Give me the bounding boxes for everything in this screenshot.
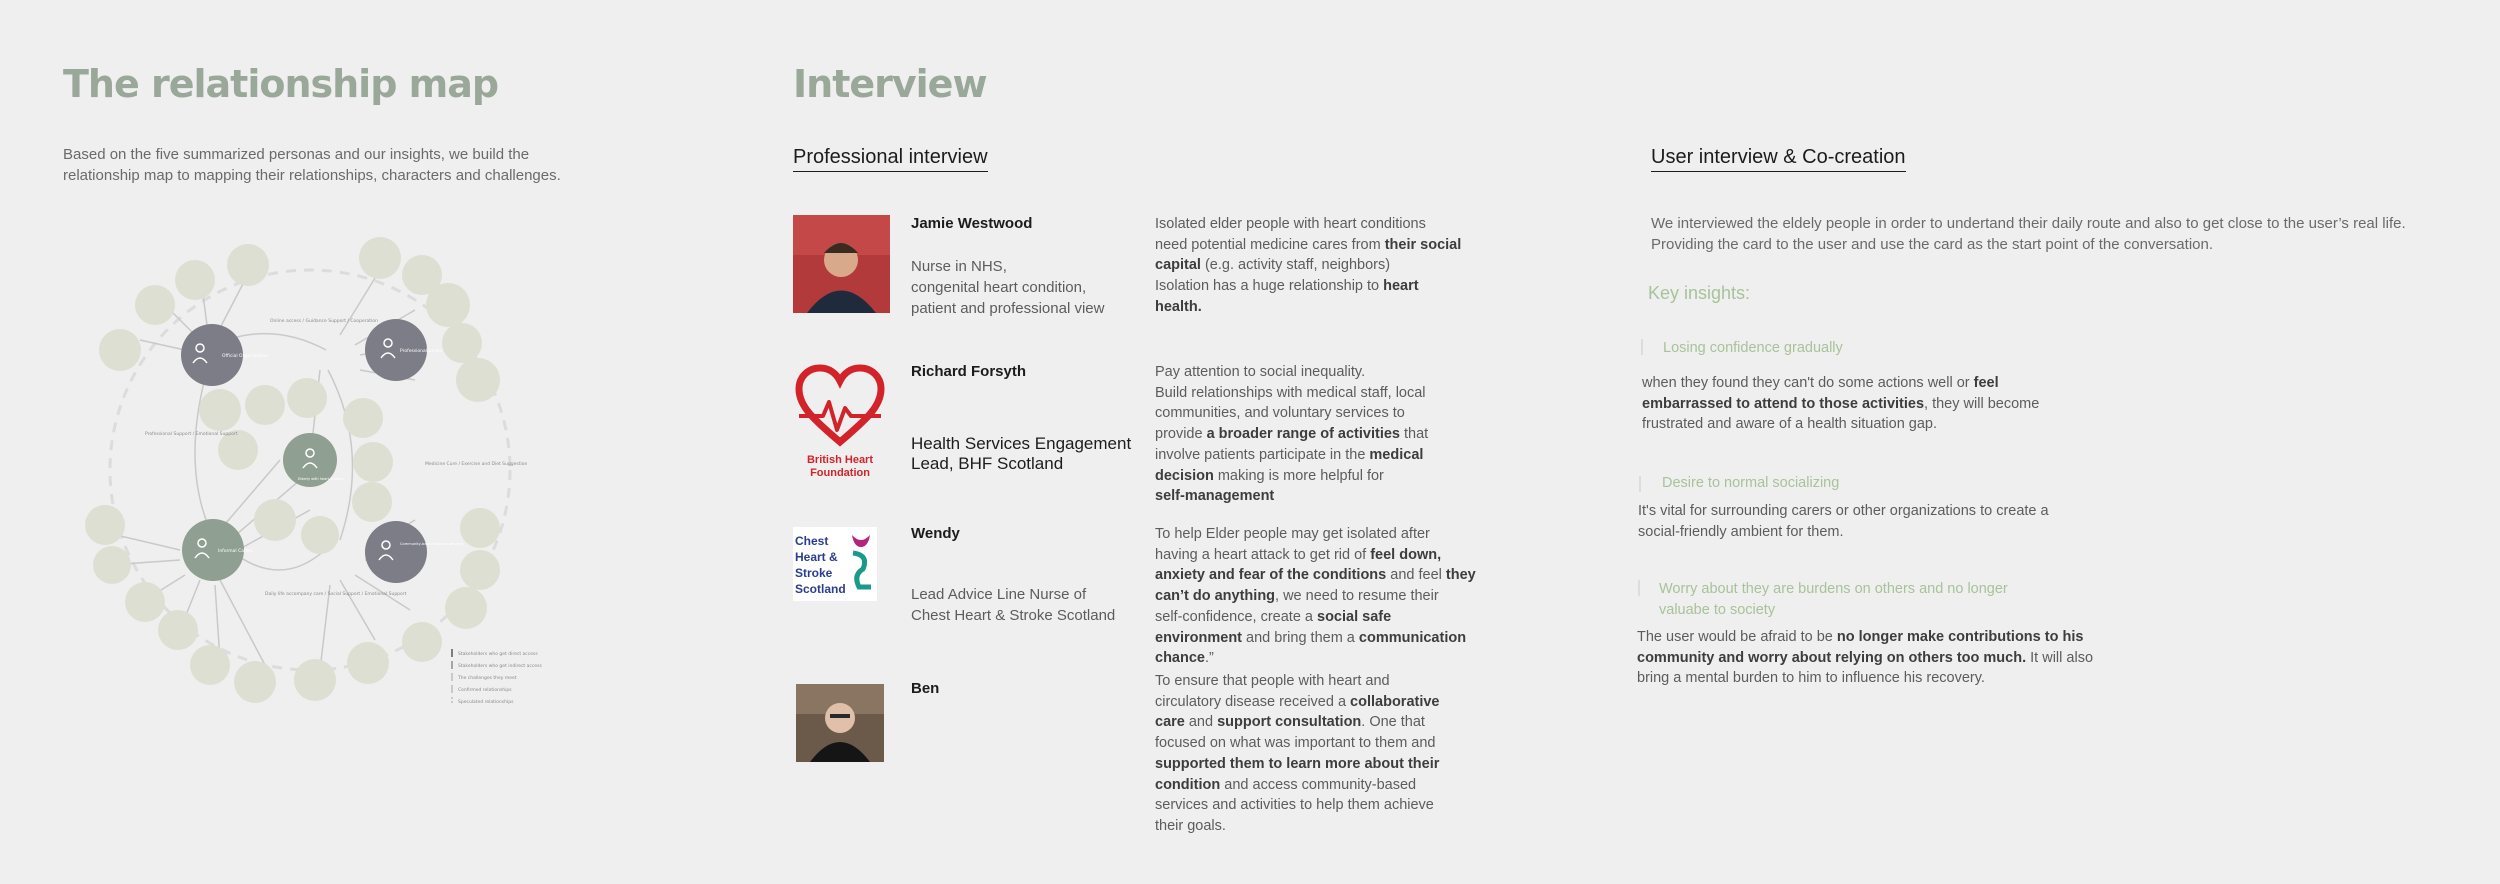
bhf-logo-text — [793, 454, 887, 480]
arrow-label: Professional Support / Emotional Support — [145, 432, 238, 437]
insight-text — [1642, 373, 2039, 435]
logo-line: Heart & — [795, 550, 838, 564]
text-line: services and activities to help them achieve — [1155, 797, 1434, 814]
node-label: Elderly with heart disease — [298, 477, 344, 481]
relationship-map-title: The relationship map — [63, 62, 499, 106]
intro-line: relationship map to mapping their relationships, characters and challenges. — [63, 167, 561, 184]
map-legend — [452, 649, 542, 705]
text-line: self-management — [1155, 488, 1275, 505]
text-line: care and support consultation. One that — [1155, 714, 1425, 731]
intro-line: We interviewed the eldely people in order to undertand their daily route and also to get close to the user’s real life. — [1651, 215, 2406, 232]
relationship-map-intro — [63, 144, 561, 186]
insight-bar — [1638, 580, 1640, 596]
text-line: Isolation has a huge relationship to heart — [1155, 278, 1419, 295]
text-line: Pay attention to social inequality. — [1155, 364, 1366, 380]
text-line: It's vital for surrounding carers or other organizations to create a — [1638, 503, 2049, 519]
insight-title: Losing confidence gradually — [1663, 340, 1843, 356]
person-role — [911, 256, 1104, 319]
key-insights-label: Key insights: — [1648, 283, 1751, 303]
text-line: condition and access community-based — [1155, 776, 1417, 793]
jamie-westwood-photo — [793, 215, 890, 313]
person-name: Richard Forsyth — [911, 363, 1027, 380]
legend-item: The challenges they meet — [458, 676, 517, 681]
role-line: Lead Advice Line Nurse of — [911, 586, 1087, 603]
text-line: supported them to learn more about their — [1155, 755, 1440, 772]
text-line: communities, and voluntary services to — [1155, 405, 1405, 422]
role-line: Chest Heart & Stroke Scotland — [911, 607, 1116, 624]
intro-line: Based on the five summarized personas and our insights, we build the — [63, 146, 530, 163]
text-line: need potential medicine cares from their social — [1155, 236, 1462, 253]
text-line: provide a broader range of activities that — [1155, 426, 1429, 443]
relationship-map-diagram — [70, 230, 550, 720]
logo-line: Foundation — [810, 467, 870, 479]
logo-line: British Heart — [806, 454, 874, 466]
insight-bar — [1639, 476, 1641, 492]
text-line: can’t do anything, we need to resume their — [1155, 588, 1439, 605]
wendy-quote — [1155, 524, 1485, 669]
arrow-label: Medicine Cure / Exercise and Diet Suggestion — [425, 462, 528, 467]
node-label: Informal Carers — [218, 549, 253, 554]
title-line: valuabe to society — [1659, 602, 1776, 618]
insight-title — [1659, 579, 2008, 621]
text-line: health. — [1155, 298, 1202, 315]
text-line: having a heart attack to get rid of feel down, — [1155, 546, 1442, 563]
legend-item: Confirmed relationships — [458, 688, 512, 693]
legend-item: Stakeholders who get direct access — [458, 652, 538, 657]
text-line: capital (e.g. activity staff, neighbors) — [1155, 257, 1391, 274]
person-role — [911, 434, 1131, 474]
text-line: anxiety and fear of the conditions and feel they — [1155, 567, 1476, 584]
title-line: Worry about they are burdens on others and no longer — [1659, 581, 2008, 597]
text-line: when they found they can't do some actions well or feel — [1642, 375, 1999, 391]
intro-line: Providing the card to the user and use the card as the start point of the conversation. — [1651, 236, 2214, 253]
ben-photo — [796, 684, 884, 762]
thistle-icon — [847, 531, 875, 597]
text-line: Isolated elder people with heart conditions — [1155, 216, 1426, 232]
role-line: patient and professional view — [911, 300, 1105, 317]
person-photo-icon — [796, 684, 884, 762]
person-name: Wendy — [911, 525, 960, 542]
text-line: their goals. — [1155, 817, 1226, 834]
node-label: Official Organization — [222, 354, 268, 359]
arrow-label: Daily life accompany care / Social Support / Emotional Support — [265, 592, 407, 597]
person-name: Jamie Westwood — [911, 215, 1033, 232]
legend-item: Stakeholders who get indirect access — [458, 664, 542, 669]
node-label: Professional carers — [400, 349, 443, 354]
logo-line: Stroke — [795, 566, 833, 580]
role-line: Lead, BHF Scotland — [911, 454, 1064, 473]
text-line: Build relationships with medical staff, local — [1155, 384, 1426, 401]
chss-logo-text — [795, 533, 846, 597]
person-photo-icon — [793, 215, 890, 313]
text-line: frustrated and aware of a health situation gap. — [1642, 416, 1938, 433]
text-line: community and worry about relying on others too much. It will also — [1637, 649, 2094, 666]
text-line: focused on what was important to them and — [1155, 735, 1436, 752]
logo-line: Chest — [795, 534, 829, 548]
node-label: Community-based support services — [400, 542, 464, 546]
heart-logo-icon — [793, 364, 887, 449]
ben-quote — [1155, 671, 1485, 837]
text-line: To help Elder people may get isolated after — [1155, 526, 1430, 542]
professional-interview-subtitle: Professional interview — [793, 146, 988, 172]
jamie-quote — [1155, 214, 1485, 318]
user-interview-subtitle: User interview & Co-creation — [1651, 146, 1906, 172]
interview-title: Interview — [793, 62, 987, 106]
text-line: self-confidence, create a social safe — [1155, 608, 1392, 625]
text-line: social-friendly ambient for them. — [1638, 523, 1844, 540]
arrow-label: Online access / Guidance Support / Cooperation — [270, 319, 378, 324]
insight-text — [1638, 501, 2049, 542]
user-interview-intro — [1651, 213, 2406, 255]
person-name: Ben — [911, 680, 940, 697]
node-community-services — [365, 521, 427, 583]
text-line: involve patients participate in the medical — [1155, 446, 1424, 463]
text-line: circulatory disease received a collaborative — [1155, 693, 1440, 710]
role-line: Health Services Engagement — [911, 434, 1132, 453]
insight-text — [1637, 627, 2093, 689]
role-line: Nurse in NHS, — [911, 258, 1007, 275]
text-line: chance.” — [1155, 650, 1214, 667]
text-line: To ensure that people with heart and — [1155, 673, 1390, 689]
text-line: The user would be afraid to be no longer make contributions to his — [1637, 629, 2084, 645]
text-line: environment and bring them a communication — [1155, 629, 1467, 646]
legend-item: Speculated relationships — [458, 700, 514, 705]
text-line: embarrassed to attend to those activities, they will become — [1642, 395, 2040, 412]
insight-bar — [1641, 339, 1643, 355]
richard-quote — [1155, 362, 1485, 507]
logo-line: Scotland — [795, 582, 846, 596]
insight-title: Desire to normal socializing — [1662, 475, 1840, 491]
text-line: decision making is more helpful for — [1155, 467, 1384, 484]
text-line: bring a mental burden to him to influence his recovery. — [1637, 670, 1985, 687]
person-role — [911, 584, 1115, 626]
bhf-logo — [793, 364, 887, 479]
role-line: congenital heart condition, — [911, 279, 1087, 296]
chss-logo — [793, 527, 877, 601]
